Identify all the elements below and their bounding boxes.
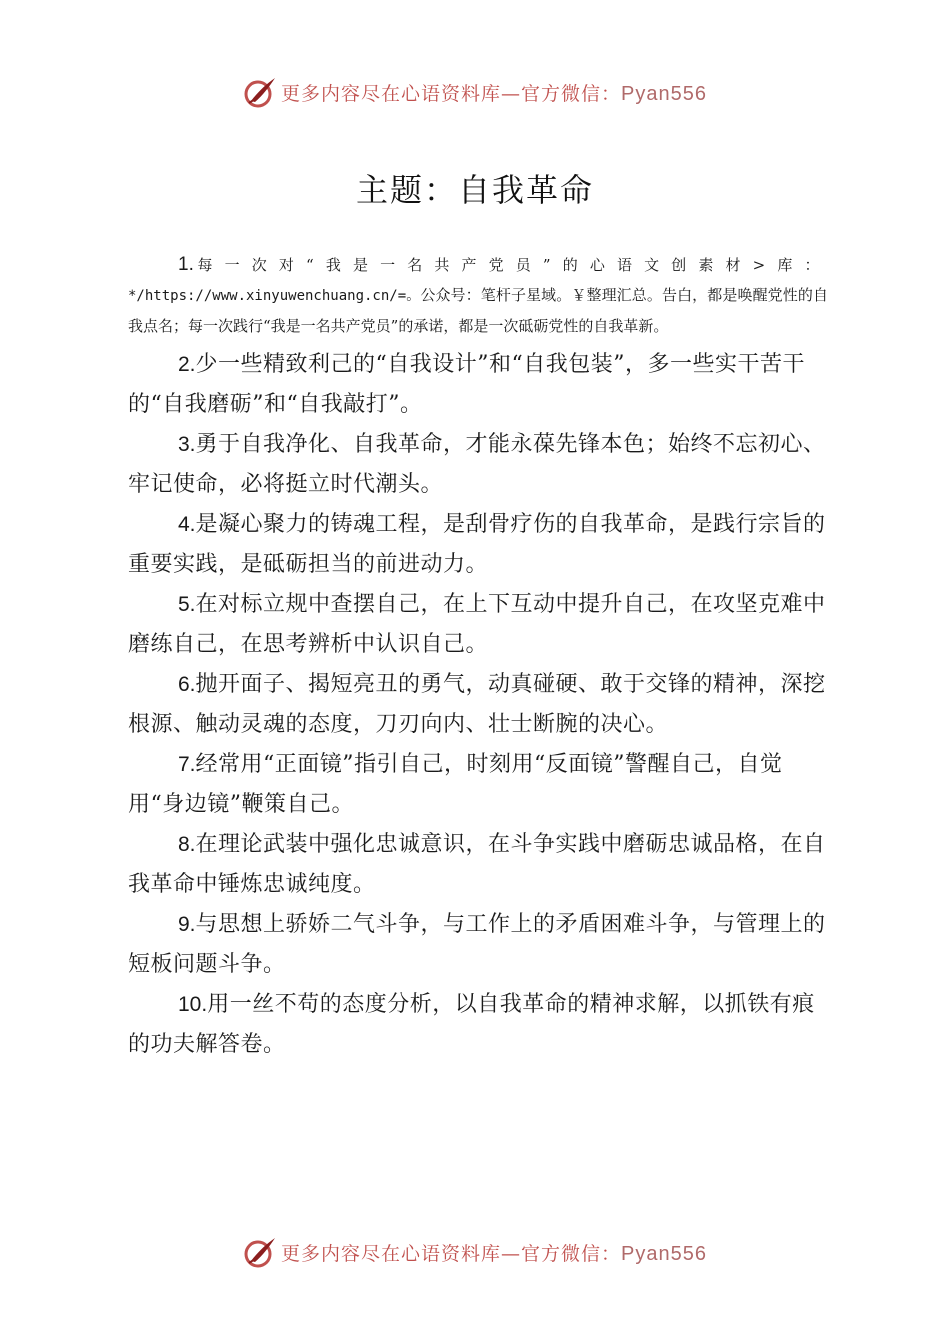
item-text: 抛开面子、揭短亮丑的勇气，动真碰硬、敢于交锋的精神，深挖根源、触动灵魂的态度，刀刃向内、壮士断腕的决心。 [128,672,826,737]
item-text: 每一次对“我是一名共产党员”的心语文创素材>库： [193,256,828,274]
list-item [128,505,828,585]
list-item [128,425,828,505]
list-item [128,985,828,1065]
header-banner-text: 更多内容尽在心语资料库—官方微信：Pyan556 [281,82,707,105]
item-text: 用一丝不苟的态度分析，以自我革命的精神求解，以抓铁有痕的功夫解答卷。 [128,992,815,1057]
page-title: 主题：自我革命 [355,171,594,209]
item-text: 公众号：笔杆子星域。￥整理汇总。告白，都是唤醒党性的自我点名；每一次践行“我是一名共产党员”的承诺，都是一次砥砺党性的自我革新。 [128,286,828,335]
item-number: 7. [178,753,196,776]
quill-pen-logo-icon [243,1235,277,1269]
header-banner [0,72,950,112]
item-text: 与思想上骄娇二气斗争，与工作上的矛盾困难斗争，与管理上的短板问题斗争。 [128,912,826,977]
item-text: 勇于自我净化、自我革命，才能永葆先锋本色；始终不忘初心、牢记使命，必将挺立时代潮头。 [128,432,826,497]
list-item [128,250,828,341]
item-url: */https://www.xinyuwenchuang.cn/=。 [128,288,421,304]
document-body [128,250,828,1065]
footer-banner [0,1232,950,1272]
item-number: 2. [178,353,196,376]
item-number: 10. [178,993,208,1016]
item-text: 是凝心聚力的铸魂工程，是刮骨疗伤的自我革命，是践行宗旨的重要实践，是砥砺担当的前进动力。 [128,512,826,577]
list-item [128,905,828,985]
item-number: 1. [178,254,194,275]
list-item [128,825,828,905]
list-item [128,665,828,745]
item-text: 经常用“正面镜”指引自己，时刻用“反面镜”警醒自己，自觉用“身边镜”鞭策自己。 [128,752,783,817]
quill-pen-logo-icon [243,75,277,109]
item-text: 少一些精致利己的“自我设计”和“自我包装”，多一些实干苦干的“自我磨砺”和“自我敲打”。 [128,352,806,417]
item-text: 在理论武装中强化忠诚意识，在斗争实践中磨砺忠诚品格，在自我革命中锤炼忠诚纯度。 [128,832,826,897]
item-number: 6. [178,673,196,696]
footer-banner-text: 更多内容尽在心语资料库—官方微信：Pyan556 [281,1242,707,1265]
header-wechat-handle: Pyan556 [621,82,707,105]
list-item [128,345,828,425]
item-number: 4. [178,513,196,536]
list-item [128,745,828,825]
footer-wechat-handle: Pyan556 [621,1242,707,1265]
item-text: 在对标立规中查摆自己，在上下互动中提升自己，在攻坚克难中磨练自己，在思考辨析中认识自己。 [128,592,826,657]
list-item [128,585,828,665]
item-number: 3. [178,433,196,456]
item-number: 8. [178,833,196,856]
item-number: 9. [178,913,196,936]
item-number: 5. [178,593,196,616]
